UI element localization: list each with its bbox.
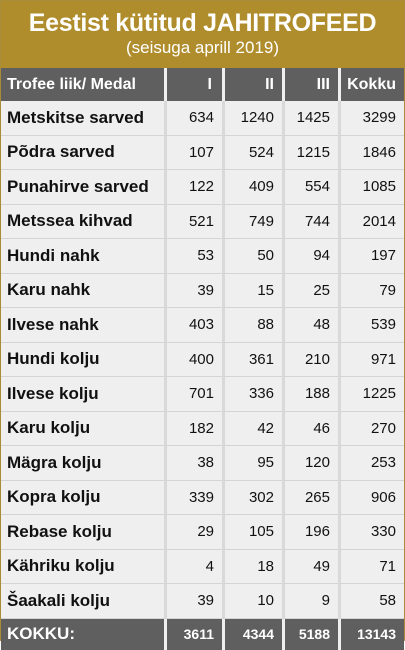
- medal-ii-cell: 15: [222, 274, 282, 309]
- medal-ii-cell: 95: [222, 446, 282, 481]
- table-row: [1, 584, 404, 619]
- total-cell: 270: [338, 412, 404, 447]
- medal-i-cell: 38: [164, 446, 222, 481]
- total-cell: 253: [338, 446, 404, 481]
- medal-ii-cell: 88: [222, 308, 282, 343]
- trophy-name-cell: Karu kolju: [1, 412, 164, 447]
- total-cell: 2014: [338, 205, 404, 240]
- total-cell: 330: [338, 515, 404, 550]
- medal-ii-cell: 524: [222, 136, 282, 171]
- medal-iii-cell: 49: [282, 550, 338, 585]
- trophy-name-cell: Rebase kolju: [1, 515, 164, 550]
- total-cell: 1225: [338, 377, 404, 412]
- medal-iii-cell: 1425: [282, 101, 338, 136]
- medal-ii-cell: 105: [222, 515, 282, 550]
- medal-i-cell: 53: [164, 239, 222, 274]
- medal-ii-cell: 50: [222, 239, 282, 274]
- table-row: [1, 446, 404, 481]
- column-header-i: I: [164, 68, 222, 101]
- total-cell: 539: [338, 308, 404, 343]
- medal-ii-cell: 18: [222, 550, 282, 585]
- total-cell: 1846: [338, 136, 404, 171]
- trophy-name-cell: Hundi nahk: [1, 239, 164, 274]
- medal-iii-cell: 744: [282, 205, 338, 240]
- trophy-name-cell: Karu nahk: [1, 274, 164, 309]
- table-row: [1, 377, 404, 412]
- total-ii: 4344: [222, 619, 282, 650]
- trophy-name-cell: Põdra sarved: [1, 136, 164, 171]
- medal-i-cell: 339: [164, 481, 222, 516]
- medal-i-cell: 521: [164, 205, 222, 240]
- total-total: 13143: [338, 619, 404, 650]
- total-label: KOKKU:: [1, 619, 164, 650]
- total-i: 3611: [164, 619, 222, 650]
- trophy-name-cell: Kopra kolju: [1, 481, 164, 516]
- trophy-name-cell: Mägra kolju: [1, 446, 164, 481]
- trophy-name-cell: Kähriku kolju: [1, 550, 164, 585]
- trophy-name-cell: Metssea kihvad: [1, 205, 164, 240]
- medal-i-cell: 107: [164, 136, 222, 171]
- total-cell: 971: [338, 343, 404, 378]
- medal-i-cell: 39: [164, 274, 222, 309]
- column-header-iii: III: [282, 68, 338, 101]
- medal-iii-cell: 46: [282, 412, 338, 447]
- title-block: [1, 1, 404, 68]
- total-cell: 906: [338, 481, 404, 516]
- medal-ii-cell: 42: [222, 412, 282, 447]
- table-row: [1, 515, 404, 550]
- column-header-ii: II: [222, 68, 282, 101]
- table-row: [1, 205, 404, 240]
- total-cell: 71: [338, 550, 404, 585]
- total-iii: 5188: [282, 619, 338, 650]
- column-header-total: Kokku: [338, 68, 404, 101]
- medal-iii-cell: 554: [282, 170, 338, 205]
- page-title: Eestist kütitud JAHITROFEED: [28, 9, 377, 37]
- medal-iii-cell: 210: [282, 343, 338, 378]
- total-cell: 1085: [338, 170, 404, 205]
- medal-i-cell: 400: [164, 343, 222, 378]
- medal-ii-cell: 409: [222, 170, 282, 205]
- medal-ii-cell: 10: [222, 584, 282, 619]
- table-row: [1, 101, 404, 136]
- medal-iii-cell: 48: [282, 308, 338, 343]
- medal-i-cell: 182: [164, 412, 222, 447]
- medal-iii-cell: 94: [282, 239, 338, 274]
- medal-ii-cell: 749: [222, 205, 282, 240]
- table-body: [1, 101, 404, 619]
- page-subtitle: (seisuga aprill 2019): [125, 38, 280, 57]
- trophy-name-cell: Ilvese nahk: [1, 308, 164, 343]
- table-row: [1, 412, 404, 447]
- medal-i-cell: 634: [164, 101, 222, 136]
- medal-iii-cell: 265: [282, 481, 338, 516]
- trophy-name-cell: Hundi kolju: [1, 343, 164, 378]
- trophy-name-cell: Punahirve sarved: [1, 170, 164, 205]
- table-header-row: [1, 68, 404, 101]
- medal-ii-cell: 1240: [222, 101, 282, 136]
- table-row: [1, 550, 404, 585]
- medal-i-cell: 701: [164, 377, 222, 412]
- table-row: [1, 136, 404, 171]
- total-row: [1, 619, 404, 650]
- medal-i-cell: 403: [164, 308, 222, 343]
- column-header-trophy: Trofee liik/ Medal: [1, 68, 164, 101]
- table-row: [1, 481, 404, 516]
- trophy-name-cell: Šaakali kolju: [1, 584, 164, 619]
- medal-ii-cell: 336: [222, 377, 282, 412]
- medal-ii-cell: 361: [222, 343, 282, 378]
- medal-iii-cell: 120: [282, 446, 338, 481]
- medal-iii-cell: 9: [282, 584, 338, 619]
- medal-i-cell: 29: [164, 515, 222, 550]
- total-cell: 79: [338, 274, 404, 309]
- trophy-table: [1, 68, 404, 650]
- medal-iii-cell: 188: [282, 377, 338, 412]
- total-cell: 58: [338, 584, 404, 619]
- medal-i-cell: 4: [164, 550, 222, 585]
- table-row: [1, 308, 404, 343]
- medal-iii-cell: 25: [282, 274, 338, 309]
- table-row: [1, 343, 404, 378]
- medal-ii-cell: 302: [222, 481, 282, 516]
- medal-iii-cell: 196: [282, 515, 338, 550]
- medal-i-cell: 122: [164, 170, 222, 205]
- table-row: [1, 170, 404, 205]
- table-row: [1, 239, 404, 274]
- total-cell: 3299: [338, 101, 404, 136]
- medal-i-cell: 39: [164, 584, 222, 619]
- medal-iii-cell: 1215: [282, 136, 338, 171]
- trophy-name-cell: Metskitse sarved: [1, 101, 164, 136]
- trophy-name-cell: Ilvese kolju: [1, 377, 164, 412]
- total-cell: 197: [338, 239, 404, 274]
- table-row: [1, 274, 404, 309]
